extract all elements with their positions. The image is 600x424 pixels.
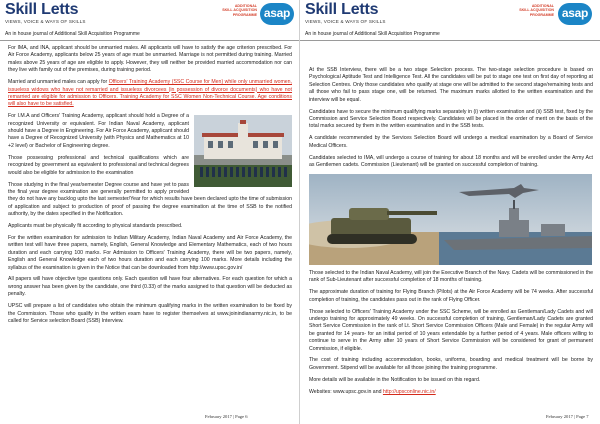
journal-subtitle: An in house journal of Additional Skill Acquisition Programme	[5, 31, 140, 37]
right-article-body	[309, 67, 593, 401]
paragraph: Applicants must be physically fit according to physical standards prescribed.	[8, 223, 183, 230]
brand-title: Skill Letts	[305, 1, 379, 18]
paragraph: At the SSB Interview, there will be a two stage Selection process. The two-stage selection procedure is based on Psychological Aptitude Test and Intelligence Test. All the candidates will be put to stage one test on first day of reporting at Selection Centres. Only those candidates who qualify at stage one will be admitted to the second stage/remaining tests and all those who fail to pass stage one, will be returned. The maximum marks allotted to the written examination and the interview will be equal.	[309, 67, 593, 103]
paragraph: Candidates selected to IMA, will undergo a course of training for about 18 months and will be enrolled under the Army Act as Gentlemen cadets. Commission (Lieutenant) will be granted on successful completion of training.	[309, 154, 593, 168]
military-photo	[309, 174, 592, 265]
brand-title: Skill Letts	[5, 1, 79, 18]
tank-aircraft-warship-image	[309, 174, 592, 265]
masthead-left	[0, 0, 300, 42]
eligibility-highlight: Officers' Training Academy (SSC Course for Men) while only unmarried women, issueless widows who have not remarried and issueless divorcees (in possession of divorce documents) who have not remarried are eligible for admission to Officers. Training Academy for SSC Women Non-Technical Course. Age conditions will also have to be satisfied.	[8, 79, 292, 108]
page-footer-right: February 2017 | Page 7	[546, 414, 589, 419]
paragraph: The approximate duration of training for Flying Branch (Pilots) at the Air Force Academy will be 74 weeks. After successful completion of training, the candidates pass out in the rank of Flying Officer.	[309, 289, 593, 303]
paragraph: More details will be available in the Notification to be issued on this regard.	[309, 376, 481, 383]
paragraph-married-eligibility: Married and unmarried males can apply for Officers' Training Academy (SSC Course for Men) while only unmarried women, issueless widows who have not remarried and issueless divorcees (in possession of divorce documents) who have not remarried are eligible for admission to Officers. Training Academy for SSC Women Non-Technical Course. Age conditions will also have to be satisfied.	[8, 79, 292, 108]
journal-subtitle: An in house journal of Additional Skill Acquisition Programme	[305, 31, 440, 37]
brand-tagline: VIEWS, VOICE & WAYS OF SKILLS	[5, 19, 86, 24]
left-article-body	[8, 45, 292, 330]
paragraph: Those possessing professional and technical qualifications which are recognized by government as equivalent to professional and technical degrees would also be eligible for admission to the examination	[8, 154, 189, 176]
asap-logo-badge: asap	[260, 3, 294, 25]
asap-logo-badge: asap	[558, 3, 592, 25]
asap-logo-text: ADDITIONAL SKILL ACQUISITION PROGRAMME	[519, 4, 554, 17]
right-page	[300, 0, 600, 424]
paragraph: Those selected to the Indian Naval Academy, will join the Executive Branch of the Navy. Cadets will be commissioned in the rank of Sub-Lieutenant after successful completion of 18 months of training.	[309, 269, 593, 284]
academy-photo	[194, 115, 292, 187]
upsc-online-link[interactable]: http://upsconline.nic.in/	[382, 388, 436, 395]
page-footer-left: February 2017 | Page 6	[205, 414, 248, 419]
header-divider	[300, 40, 600, 41]
masthead-right	[300, 0, 600, 42]
paragraph: A candidate recommended by the Services Selection Board will undergo a medical examination by a Board of Service Medical Officers.	[309, 135, 593, 149]
paragraph: For the written examination for admission to Indian Military Academy, Indian Naval Academy and Air Force Academy, the written test will have three papers, namely, English, General Knowledge and Elementary Mathematics, each of two hours duration and each carrying 100 marks. For Admission to Officers' Training Academy, there will be two papers, namely, English and General Knowledge each of two hours duration and each carrying 100 marks. More details including the syllabus of the examination is given in the Notice that can be downloaded from http://www.upsc.gov.in/	[8, 234, 292, 271]
paragraph-qualifications: For I.M.A and Officers' Training Academy, applicant should hold a Degree of a recognized University or equivalent. For Indian Naval Academy, applicant should have a Degree in Engineering. For Air Force Academy, applicant should have a Degree of Recognized University (with Physics and Mathematics at 10 +2 level) or Bachelor of Engineering degree.	[8, 113, 189, 149]
paragraph: UPSC will prepare a list of candidates who obtain the minimum qualifying marks in the written examination to be fixed by the Commission. Those who qualify in the written exam have to register themselves at www.joinindianarmy.nic.in, to be called for Service selection Board (SSB) Interview.	[8, 303, 292, 324]
websites-line: Websites: www.upsc.gov.in and http://upsconline.nic.in/	[309, 388, 436, 395]
paragraph: All papers will have objective type questions only. Each question will have four alternatives. For each question for which a wrong answer has been given by the candidate, one third (0.33) of the marks assigned to that question will be deducted as penalty.	[8, 276, 292, 298]
header-divider	[0, 40, 300, 41]
brand-tagline: VIEWS, VOICE & WAYS OF SKILLS	[305, 19, 386, 24]
paragraph: Those selected to Officers' Training Academy under the SSC Scheme, will be enrolled as Gentleman/Lady Cadets and will undergo training for approximately 49 weeks. On successful completion of training, Gentleman/Lady Cadets are granted Short Service Commission in the rank of Lt. Short Service Commission Officers (Male and Female) in the regular Army will be granted for 14 years- for an initial period of 10 years extendable by a further period of 4 years. Male officers willing to continue to serve in the Army after 10 years of Short Service Commission will be considered for grant of permanent Commission, if eligible.	[309, 308, 593, 352]
paragraph: The cost of training including accommodation, books, uniforms, boarding and medical treatment will be borne by Government. Stipend will be available for all those joining the training programme.	[309, 357, 593, 371]
paragraph: Those studying in the final year/semester Degree course and have yet to pass the final year degree examination are generally permitted to apply provided they do not have any backlog upto the last semester/Year for which results have been declared upto the time of submission of application and subject to production of proof of passing the degree examination at the time of SSB to the notified authority, by the dates specified in the Notification.	[8, 181, 292, 218]
paragraph: Candidates have to secure the minimum qualifying marks separately in (i) written examination and (ii) SSB test, fixed by the Commission and Service Selection Board respectively. Candidates will be placed in the order of merit on the basis of the total marks secured by them in the written examination and in the SSB tests.	[309, 108, 593, 130]
paragraph: For IMA, and INA, applicant should be unmarried males. All applicants will have to satisfy the age criterion prescribed. For Air Force Academy, applicants below 25 years of age must be unmarried. Marriage is not permitted during training. Married males above 25 years of age are eligible to apply. However, they will neither be provided married accommodation nor can they live with family out of the premises, during training period.	[8, 45, 292, 74]
naval-academy-image	[194, 115, 292, 187]
asap-logo-text: ADDITIONAL SKILL ACQUISITION PROGRAMME	[222, 4, 257, 17]
